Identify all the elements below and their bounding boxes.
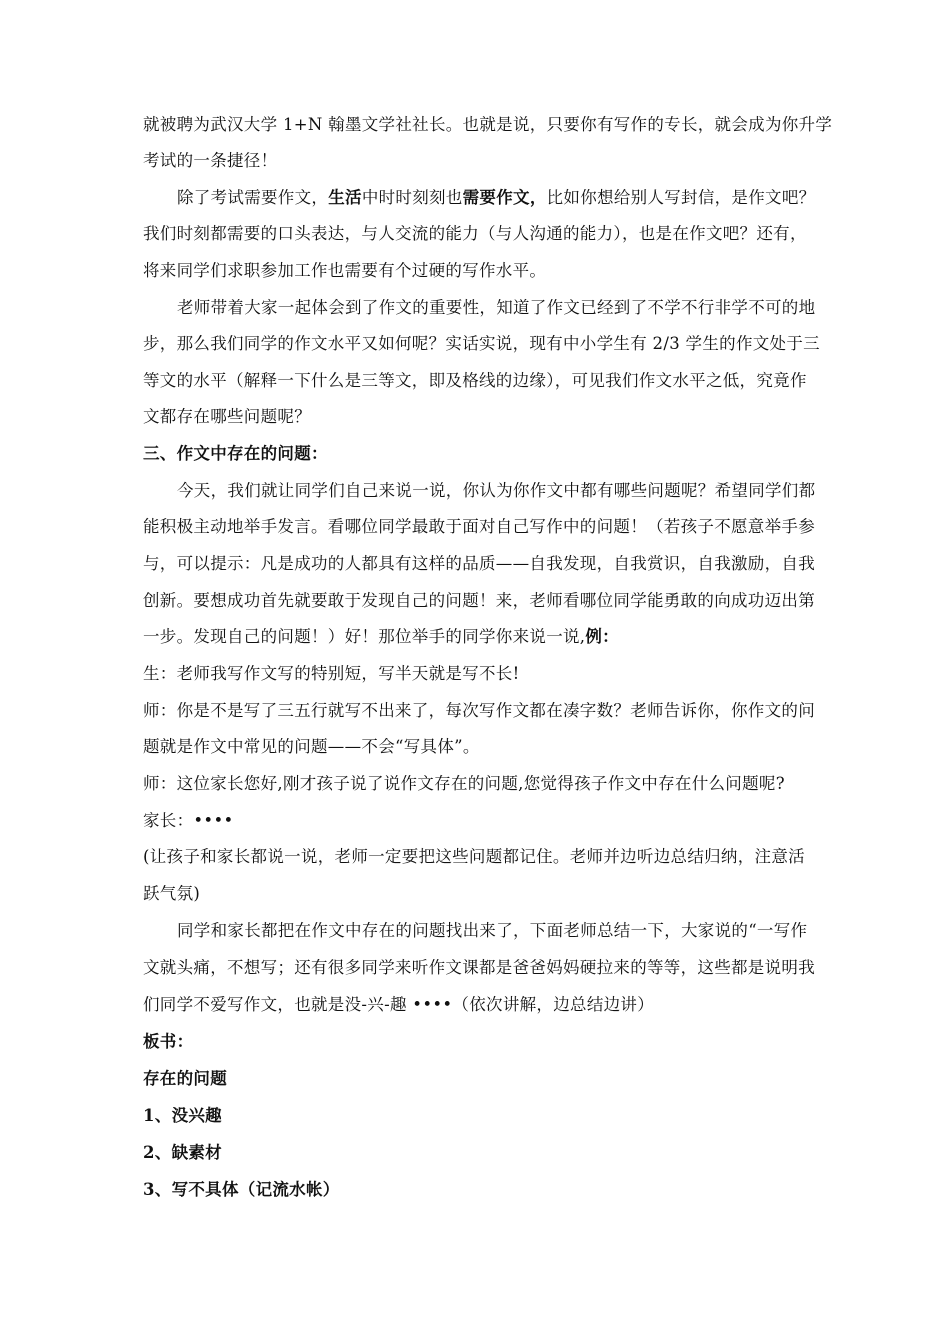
paragraph-line: 老师带着大家一起体会到了作文的重要性，知道了作文已经到了不学不行非学不可的地 — [177, 298, 816, 317]
paragraph-line: 将来同学们求职参加工作也需要有个过硬的写作水平。 — [143, 261, 547, 280]
paragraph-line: 今天，我们就让同学们自己来说一说，你认为你作文中都有哪些问题呢？希望同学们都 — [177, 481, 816, 500]
section-heading: 三、作文中存在的问题： — [143, 444, 328, 463]
text-run: 除了考试需要作文， — [177, 188, 329, 207]
paragraph-line: 同学和家长都把在作文中存在的问题找出来了，下面老师总结一下，大家说的“一写作 — [177, 921, 808, 940]
blackboard-item: 3、写不具体（记流水帐） — [143, 1180, 340, 1199]
paragraph-line: 们同学不爱写作文，也就是没-兴-趣 ••••（依次讲解，边总结边讲） — [143, 995, 655, 1014]
paragraph-line-life — [177, 188, 815, 208]
paragraph-line: 步，那么我们同学的作文水平又如何呢？实话实说，现有中小学生有 2/3 学生的作文处于三 — [143, 334, 820, 353]
blackboard-title: 存在的问题 — [143, 1069, 227, 1088]
text-run: 比如你想给别人写封信，是作文吧？ — [546, 188, 816, 207]
paragraph-line — [143, 627, 619, 647]
text-run: 中时时刻刻也 — [361, 188, 463, 207]
paragraph-line: 能积极主动地举手发言。看哪位同学最敢于面对自己写作中的问题！（若孩子不愿意举手参 — [143, 517, 815, 536]
bold-text-run: 生活 — [328, 188, 362, 207]
paragraph-line: 考试的一条捷径！ — [143, 151, 278, 170]
paragraph-line: 文都存在哪些问题呢？ — [143, 407, 311, 426]
text-run: 一步。发现自己的问题！）好！那位举手的同学你来说一说, — [143, 627, 586, 646]
dialogue-teacher: 题就是作文中常见的问题——不会“写具体”。 — [143, 737, 480, 756]
paragraph-line: 我们时刻都需要的口头表达，与人交流的能力（与人沟通的能力），也是在作文吧？还有， — [143, 224, 807, 243]
dialogue-student: 生：老师我写作文写的特别短，写半天就是写不长! — [143, 664, 520, 683]
dialogue-teacher: 师：你是不是写了三五行就写不出来了，每次写作文都在凑字数？老师告诉你，你作文的问 — [143, 701, 815, 720]
dialogue-teacher: 师：这位家长您好,刚才孩子说了说作文存在的问题,您觉得孩子作文中存在什么问题呢? — [143, 774, 785, 793]
note-line: (让孩子和家长都说一说，老师一定要把这些问题都记住。老师并边听边总结归纳，注意活 — [143, 847, 805, 866]
note-line: 跃气氛) — [143, 884, 201, 903]
paragraph-line: 等文的水平（解释一下什么是三等文，即及格线的边缘），可见我们作文水平之低，究竟作 — [143, 371, 807, 390]
paragraph-line: 创新。要想成功首先就要敢于发现自己的问题！来，老师看哪位同学能勇敢的向成功迈出第 — [143, 591, 815, 610]
paragraph-line: 与，可以提示：凡是成功的人都具有这样的品质——自我发现，自我赏识，自我激励，自我 — [143, 554, 815, 573]
bold-text-run: 例： — [585, 627, 619, 646]
blackboard-item: 1、没兴趣 — [143, 1106, 222, 1125]
paragraph-line: 就被聘为武汉大学 1+N 翰墨文学社社长。也就是说，只要你有写作的专长，就会成为你升学 — [143, 115, 833, 134]
blackboard-item: 2、缺素材 — [143, 1143, 222, 1162]
bold-text-run: 需要作文， — [462, 188, 547, 207]
dialogue-parent: 家长：•••• — [143, 811, 234, 830]
blackboard-label: 板书： — [143, 1032, 194, 1051]
paragraph-line: 文就头痛，不想写；还有很多同学来听作文课都是爸爸妈妈硬拉来的等等，这些都是说明我 — [143, 958, 815, 977]
